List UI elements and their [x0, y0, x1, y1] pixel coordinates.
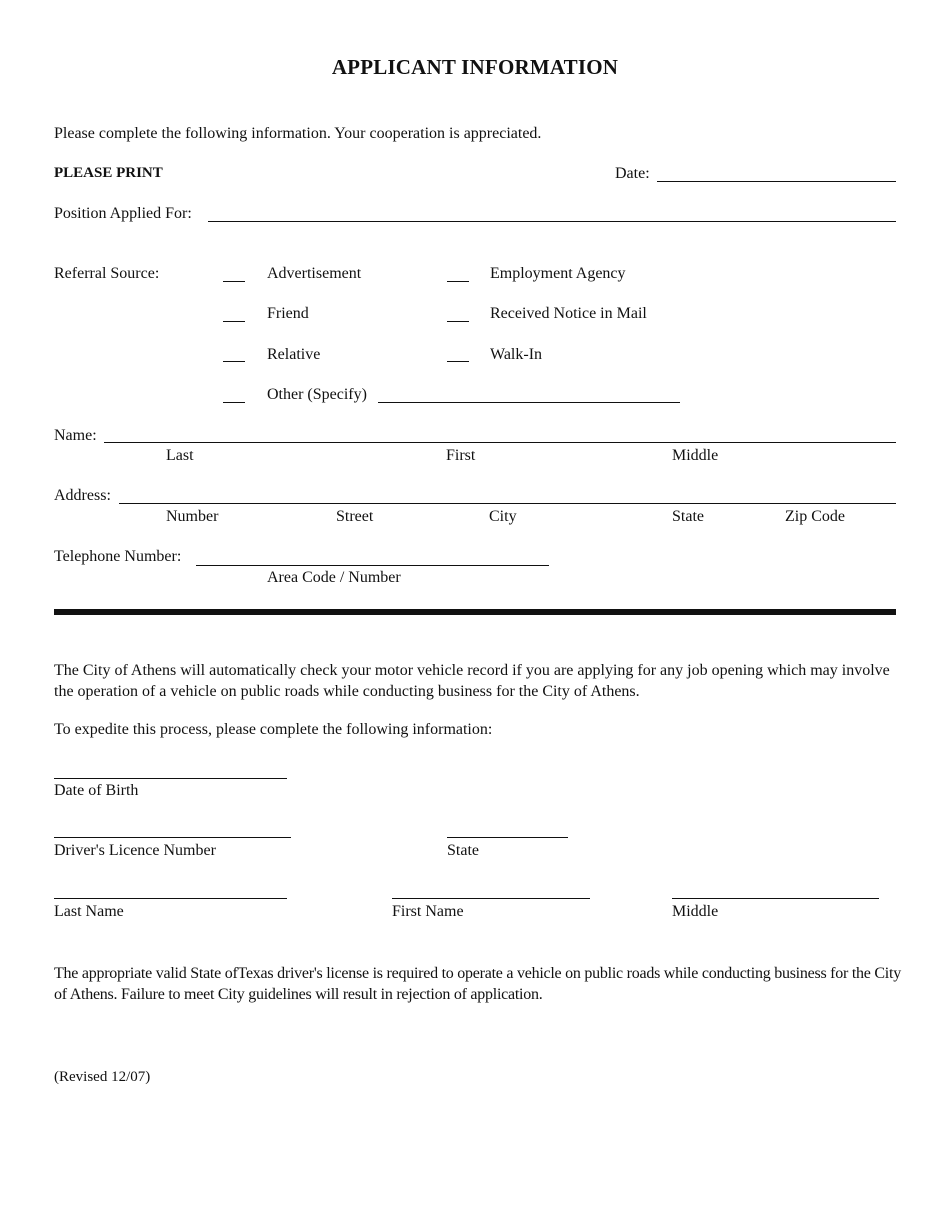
referral-checkbox-advertisement[interactable]	[223, 281, 245, 282]
licence-state-caption: State	[447, 842, 479, 859]
referral-option-employment-agency: Employment Agency	[490, 265, 626, 282]
referral-checkbox-relative[interactable]	[223, 361, 245, 362]
driver-first-name-field[interactable]	[392, 898, 590, 899]
dob-caption: Date of Birth	[54, 782, 139, 799]
position-label: Position Applied For:	[54, 205, 192, 222]
telephone-field[interactable]	[196, 565, 549, 566]
address-label: Address:	[54, 487, 111, 504]
section-divider	[54, 609, 896, 615]
name-label: Name:	[54, 427, 97, 444]
name-last-caption: Last	[166, 447, 194, 464]
date-label: Date:	[615, 165, 650, 182]
licence-state-field[interactable]	[447, 837, 568, 838]
driver-middle-field[interactable]	[672, 898, 879, 899]
referral-checkbox-other[interactable]	[223, 402, 245, 403]
position-field[interactable]	[208, 221, 896, 222]
license-paragraph: The appropriate valid State ofTexas driver's license is required to operate a vehicle on public roads while conducting business for the City of Athens. Failure to meet City guidelines will result in rejection of application.	[54, 965, 901, 1003]
driver-first-name-caption: First Name	[392, 903, 464, 920]
referral-option-other: Other (Specify)	[267, 386, 367, 403]
licence-number-field[interactable]	[54, 837, 291, 838]
driver-last-name-field[interactable]	[54, 898, 287, 899]
page-title: APPLICANT INFORMATION	[331, 55, 619, 79]
intro-text: Please complete the following information. Your cooperation is appreciated.	[54, 125, 542, 142]
driver-last-name-caption: Last Name	[54, 903, 124, 920]
address-zip-caption: Zip Code	[785, 508, 845, 525]
referral-option-friend: Friend	[267, 305, 309, 322]
date-field[interactable]	[657, 181, 896, 182]
name-field[interactable]	[104, 442, 896, 443]
address-city-caption: City	[489, 508, 517, 525]
expedite-text: To expedite this process, please complete the following information:	[54, 721, 493, 738]
referral-label: Referral Source:	[54, 265, 160, 282]
referral-other-field[interactable]	[378, 402, 680, 403]
licence-number-caption: Driver's Licence Number	[54, 842, 216, 859]
telephone-caption: Area Code / Number	[267, 569, 401, 586]
address-street-caption: Street	[336, 508, 374, 525]
revision-note: (Revised 12/07)	[54, 1069, 151, 1085]
referral-option-relative: Relative	[267, 346, 321, 363]
dob-field[interactable]	[54, 778, 287, 779]
mvr-paragraph: The City of Athens will automatically check your motor vehicle record if you are applying for any job opening which may involve the operation of a vehicle on public roads while conducting business for the City of Athens.	[54, 662, 890, 700]
referral-checkbox-friend[interactable]	[223, 321, 245, 322]
name-first-caption: First	[446, 447, 476, 464]
address-field[interactable]	[119, 503, 896, 504]
referral-option-walk-in: Walk-In	[490, 346, 543, 363]
address-number-caption: Number	[166, 508, 219, 525]
referral-option-received-notice: Received Notice in Mail	[490, 305, 647, 322]
referral-checkbox-received-notice[interactable]	[447, 321, 469, 322]
driver-middle-caption: Middle	[672, 903, 719, 920]
please-print-label: PLEASE PRINT	[54, 165, 163, 181]
telephone-label: Telephone Number:	[54, 548, 182, 565]
referral-option-advertisement: Advertisement	[267, 265, 362, 282]
address-state-caption: State	[672, 508, 704, 525]
referral-checkbox-employment-agency[interactable]	[447, 281, 469, 282]
name-middle-caption: Middle	[672, 447, 719, 464]
referral-checkbox-walk-in[interactable]	[447, 361, 469, 362]
